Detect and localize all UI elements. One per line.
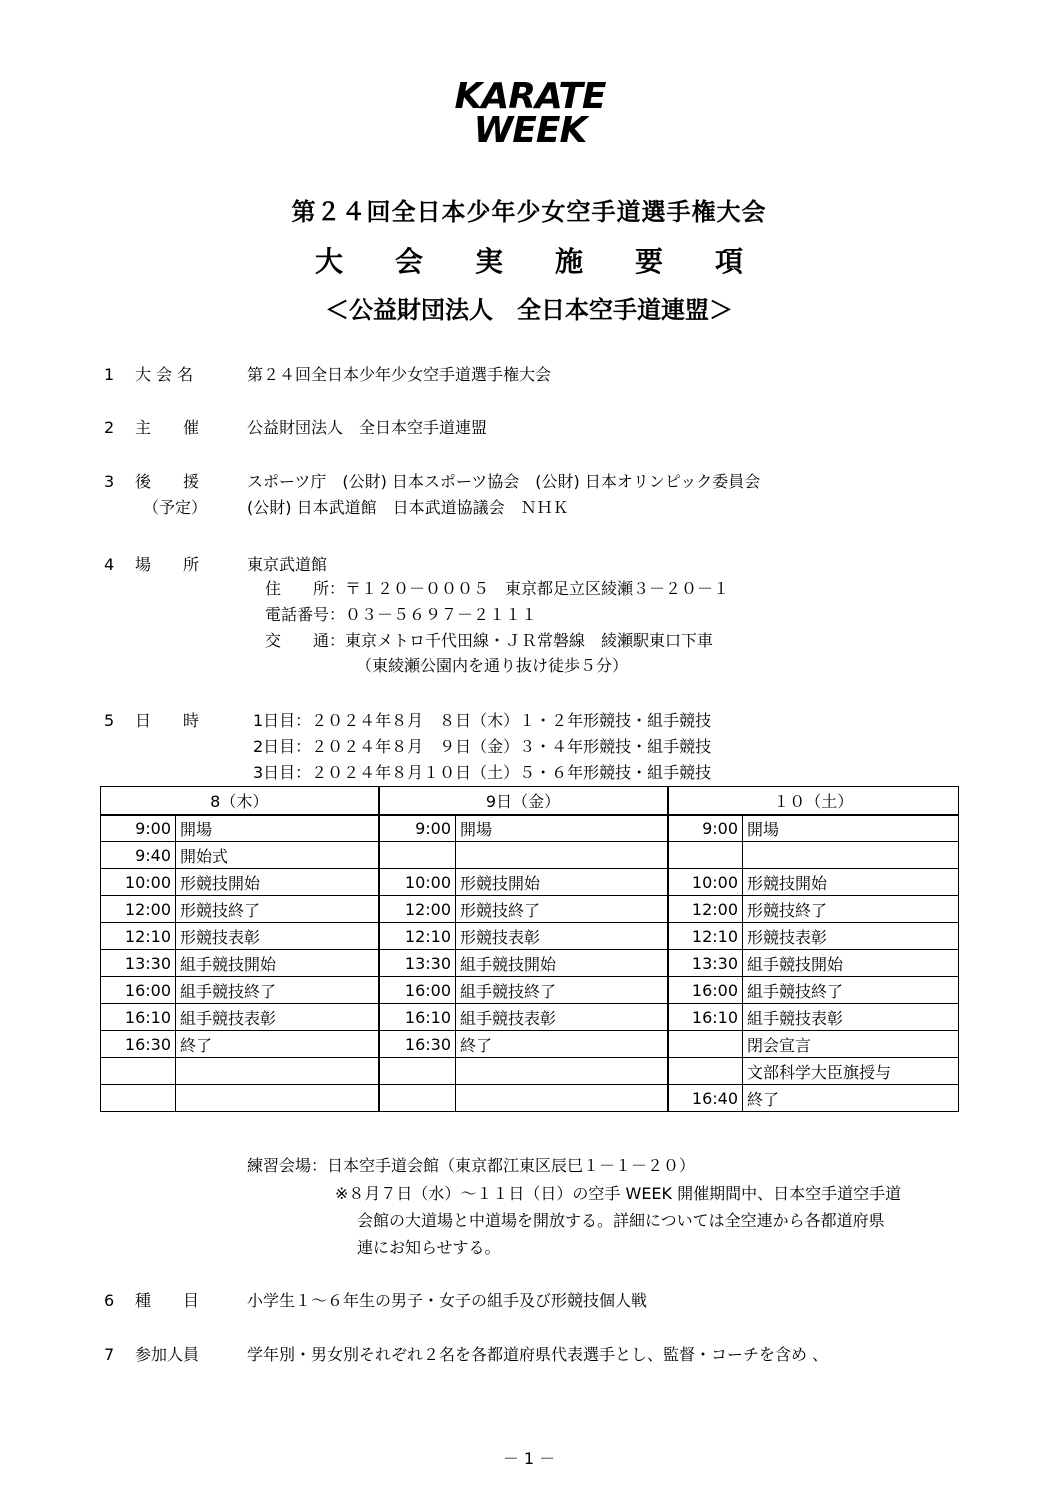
schedule-row [101, 923, 959, 950]
section-3-label-note: （予定） [143, 498, 208, 517]
venue-access-note: （東綾瀬公園内を通り抜け徒歩５分） [356, 656, 629, 675]
schedule-event-cell [456, 1058, 668, 1085]
schedule-event-cell: 文部科学大臣旗授与 [743, 1058, 959, 1085]
section-7-value: 学年別・男女別それぞれ２名を各都道府県代表選手とし、監督・コーチを含め 、 [247, 1345, 829, 1364]
section-3-value-line1: スポーツ庁 (公財) 日本スポーツ協会 (公財) 日本オリンピック委員会 [247, 472, 761, 491]
schedule-time-cell: 16:30 [379, 1031, 456, 1058]
schedule-day-1: 1日目：２０２４年８月 ８日（木）１・２年形競技・組手競技 [253, 711, 712, 730]
section-5-label: 日 時 [135, 711, 200, 730]
schedule-event-cell: 形競技開始 [456, 869, 668, 896]
schedule-time-cell: 16:40 [668, 1085, 743, 1112]
schedule-time-cell [379, 1085, 456, 1112]
schedule-event-cell: 開始式 [176, 842, 379, 869]
practice-note-line2: 会館の大道場と中道場を開放する。詳細については全空連から各都道府県 [357, 1211, 885, 1230]
schedule-time-cell [668, 1058, 743, 1085]
schedule-time-cell: 16:30 [101, 1031, 176, 1058]
schedule-day-3: 3日目：２０２４年８月１０日（土）５・６年形競技・組手競技 [253, 763, 712, 782]
logo-line1: KARATE [454, 76, 606, 117]
schedule-time-cell: 13:30 [379, 950, 456, 977]
schedule-event-cell: 形競技表彰 [176, 923, 379, 950]
schedule-event-cell [743, 842, 959, 869]
section-1-label: 大 会 名 [135, 365, 194, 384]
document-title: 第２４回全日本少年少女空手道選手権大会 [291, 198, 767, 226]
section-6-number: 6 [104, 1291, 115, 1310]
section-4-number: 4 [104, 555, 115, 574]
schedule-row [101, 842, 959, 869]
schedule-time-cell: 16:10 [379, 1004, 456, 1031]
practice-note-line1: ※８月７日（水）～１１日（日）の空手 WEEK 開催期間中、日本空手道空手道 [335, 1184, 902, 1203]
schedule-table [100, 786, 959, 1112]
schedule-event-cell: 組手競技表彰 [743, 1004, 959, 1031]
schedule-event-cell: 組手競技開始 [456, 950, 668, 977]
section-1-number: 1 [104, 365, 115, 384]
schedule-event-cell: 形競技開始 [176, 869, 379, 896]
venue-phone: 電話番号：０３－５６９７－２１１１ [265, 605, 538, 624]
schedule-day-2: 2日目：２０２４年８月 ９日（金）３・４年形競技・組手競技 [253, 737, 712, 756]
schedule-event-cell: 組手競技終了 [176, 977, 379, 1004]
schedule-event-cell: 組手競技終了 [743, 977, 959, 1004]
schedule-time-cell: 12:00 [379, 896, 456, 923]
schedule-time-cell: 9:40 [101, 842, 176, 869]
section-2-value: 公益財団法人 全日本空手道連盟 [247, 418, 488, 437]
schedule-event-cell: 組手競技終了 [456, 977, 668, 1004]
schedule-time-cell: 12:00 [668, 896, 743, 923]
schedule-time-cell: 9:00 [668, 815, 743, 842]
schedule-time-cell: 13:30 [101, 950, 176, 977]
schedule-event-cell: 開場 [456, 815, 668, 842]
schedule-time-cell [379, 1058, 456, 1085]
schedule-header-day3: １０（土） [668, 787, 959, 815]
schedule-row [101, 896, 959, 923]
schedule-event-cell: 終了 [456, 1031, 668, 1058]
schedule-event-cell: 組手競技表彰 [456, 1004, 668, 1031]
schedule-time-cell [101, 1058, 176, 1085]
schedule-row [101, 869, 959, 896]
schedule-time-cell [668, 1031, 743, 1058]
schedule-event-cell [176, 1085, 379, 1112]
schedule-time-cell [379, 842, 456, 869]
schedule-row [101, 815, 959, 842]
schedule-event-cell: 形競技表彰 [456, 923, 668, 950]
karate-week-logo [440, 76, 620, 151]
section-3-number: 3 [104, 472, 115, 491]
schedule-event-cell: 閉会宣言 [743, 1031, 959, 1058]
schedule-time-cell: 12:10 [668, 923, 743, 950]
schedule-row [101, 977, 959, 1004]
schedule-time-cell [101, 1085, 176, 1112]
schedule-event-cell: 開場 [743, 815, 959, 842]
schedule-event-cell: 形競技終了 [456, 896, 668, 923]
schedule-time-cell: 16:10 [668, 1004, 743, 1031]
schedule-time-cell: 16:00 [668, 977, 743, 1004]
schedule-event-cell [456, 1085, 668, 1112]
schedule-time-cell [668, 842, 743, 869]
schedule-time-cell: 12:10 [101, 923, 176, 950]
schedule-time-cell: 9:00 [379, 815, 456, 842]
schedule-event-cell: 組手競技開始 [743, 950, 959, 977]
schedule-event-cell [176, 1058, 379, 1085]
section-5-number: 5 [104, 711, 115, 730]
schedule-time-cell: 10:00 [668, 869, 743, 896]
schedule-header-day1: 8（木） [101, 787, 379, 815]
schedule-event-cell: 組手競技表彰 [176, 1004, 379, 1031]
schedule-row [101, 1004, 959, 1031]
schedule-row [101, 1058, 959, 1085]
schedule-event-cell: 形競技表彰 [743, 923, 959, 950]
document-subtitle: 大会実施要項 [314, 245, 795, 278]
schedule-time-cell: 10:00 [379, 869, 456, 896]
schedule-row [101, 1031, 959, 1058]
section-7-number: 7 [104, 1345, 115, 1364]
schedule-time-cell: 9:00 [101, 815, 176, 842]
section-4-label: 場 所 [135, 555, 200, 574]
section-7-label: 参加人員 [135, 1345, 200, 1364]
section-3-value-line2: (公財) 日本武道館 日本武道協議会 ＮＨＫ [247, 498, 569, 517]
page-number: － 1 － [502, 1449, 556, 1468]
schedule-header-day2: 9日（金） [379, 787, 668, 815]
schedule-time-cell: 12:10 [379, 923, 456, 950]
section-2-label: 主 催 [135, 418, 200, 437]
schedule-time-cell: 16:00 [379, 977, 456, 1004]
schedule-event-cell: 形競技終了 [176, 896, 379, 923]
schedule-event-cell: 組手競技開始 [176, 950, 379, 977]
practice-venue: 練習会場：日本空手道会館（東京都江東区辰巳１－１－２０） [247, 1156, 696, 1175]
schedule-header-row [101, 787, 959, 815]
schedule-event-cell [456, 842, 668, 869]
schedule-time-cell: 12:00 [101, 896, 176, 923]
venue-access: 交 通：東京メトロ千代田線・ＪＲ常磐線 綾瀬駅東口下車 [265, 631, 714, 650]
schedule-event-cell: 開場 [176, 815, 379, 842]
schedule-event-cell: 形競技終了 [743, 896, 959, 923]
schedule-row [101, 1085, 959, 1112]
practice-note-line3: 連にお知らせする。 [357, 1238, 501, 1257]
schedule-event-cell: 終了 [743, 1085, 959, 1112]
section-1-value: 第２４回全日本少年少女空手道選手権大会 [247, 365, 552, 384]
schedule-time-cell: 16:10 [101, 1004, 176, 1031]
section-3-label: 後 援 [135, 472, 200, 491]
section-2-number: 2 [104, 418, 115, 437]
schedule-event-cell: 終了 [176, 1031, 379, 1058]
schedule-event-cell: 形競技開始 [743, 869, 959, 896]
logo-line2: WEEK [473, 110, 587, 151]
venue-name: 東京武道館 [247, 555, 328, 574]
organizer-heading: ＜公益財団法人 全日本空手道連盟＞ [325, 296, 733, 324]
section-6-value: 小学生１～６年生の男子・女子の組手及び形競技個人戦 [247, 1291, 648, 1310]
schedule-time-cell: 13:30 [668, 950, 743, 977]
schedule-time-cell: 10:00 [101, 869, 176, 896]
schedule-row [101, 950, 959, 977]
venue-address: 住 所：〒１２０－０００５ 東京都足立区綾瀬３－２０－１ [265, 579, 730, 598]
schedule-time-cell: 16:00 [101, 977, 176, 1004]
section-6-label: 種 目 [135, 1291, 200, 1310]
